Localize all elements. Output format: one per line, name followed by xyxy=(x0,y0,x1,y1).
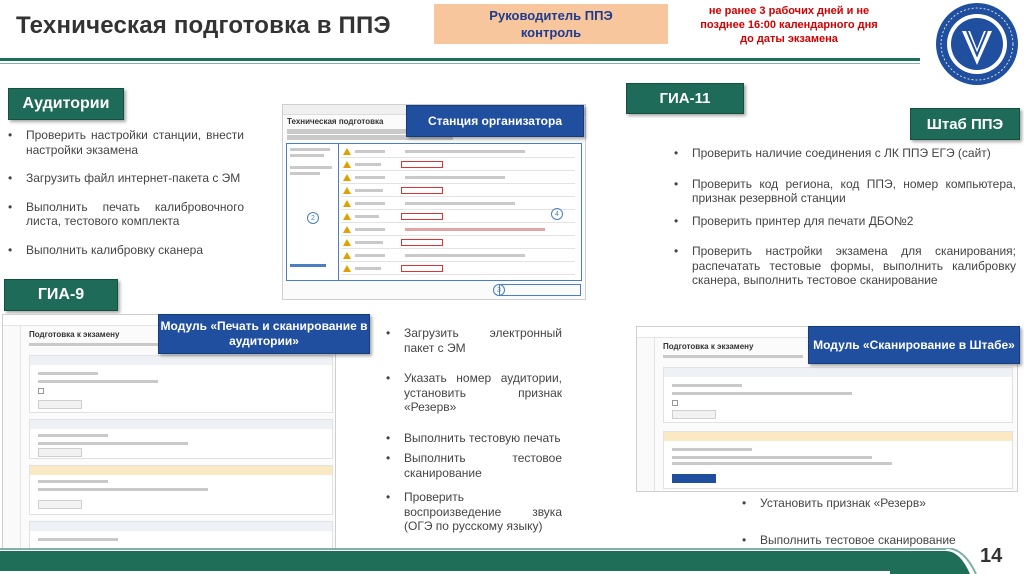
header-divider-thin xyxy=(0,63,920,64)
table-row xyxy=(341,185,575,197)
footer-divider xyxy=(0,548,946,550)
station-left-panel xyxy=(287,144,339,280)
module-sidebar xyxy=(637,338,655,491)
callout-number: 2 xyxy=(307,212,319,224)
table-row xyxy=(341,211,575,223)
role-text: Руководитель ППЭ контроль xyxy=(489,8,613,40)
card-header xyxy=(30,356,332,365)
list-item: • Выполнить тестовую печать xyxy=(384,431,562,446)
caption-print-module: Модуль «Печать и сканирование в аудитории» xyxy=(158,314,370,354)
footer-swoosh-icon xyxy=(890,548,990,574)
card xyxy=(29,355,333,413)
text-line xyxy=(290,154,324,157)
station-footer-buttons xyxy=(499,284,581,296)
caption-station: Станция организатора xyxy=(406,105,584,137)
list-item: • Проверить принтер для печати ДБО№2 xyxy=(672,214,1016,229)
scan-button[interactable] xyxy=(38,500,82,509)
card-header xyxy=(30,522,332,531)
callout-number: 3 xyxy=(493,284,505,296)
list-item: • Установить признак «Резерв» xyxy=(740,496,980,511)
section-label-auditoriums: Аудитории xyxy=(8,88,124,120)
card xyxy=(663,367,1013,423)
list-item: • Загрузить файл интернет-пакета с ЭМ xyxy=(6,171,244,186)
module-sidebar xyxy=(3,326,21,549)
table-row xyxy=(341,146,575,158)
screen-title: Подготовка к экзамену xyxy=(663,342,754,351)
list-item: • Проверить наличие соединения с ЛК ППЭ ЕГЭ (сайт) xyxy=(672,146,1016,161)
list-item: • Загрузить электронный пакет с ЭМ xyxy=(384,326,562,355)
callout-number: 4 xyxy=(551,208,563,220)
card-header xyxy=(664,432,1012,441)
list-item: • Проверить настройки экзамена для сканирования; распечатать тестовые формы, выполнить калибровку сканера, выполнить тестовое сканирование xyxy=(672,244,1016,288)
save-button[interactable] xyxy=(672,410,716,419)
scan-button[interactable] xyxy=(672,474,716,483)
role-box xyxy=(434,4,668,44)
card-header xyxy=(30,420,332,429)
list-item: • Выполнить калибровку сканера xyxy=(6,243,244,258)
list-item: • Проверить воспроизведение звука (ОГЭ по русскому языку) xyxy=(384,490,562,534)
deadline-note: не ранее 3 рабочих дней и не позднее 16:00 календарного дня до даты экзамена xyxy=(700,5,878,45)
page-title: Техническая подготовка в ППЭ xyxy=(16,12,391,39)
card-header xyxy=(664,368,1012,377)
card xyxy=(29,419,333,459)
list-item: • Проверить код региона, код ППЭ, номер компьютера, признак резервной станции xyxy=(672,177,1016,206)
save-button[interactable] xyxy=(38,400,82,409)
gia9-tasks xyxy=(384,326,562,534)
screen-title: Техническая подготовка xyxy=(287,117,384,126)
card xyxy=(663,431,1013,489)
text-line xyxy=(663,355,803,358)
card xyxy=(29,465,333,515)
table-row xyxy=(341,159,575,171)
list-item: • Выполнить печать калибровочного листа, тестового комплекта xyxy=(6,200,244,229)
text-line xyxy=(290,172,320,175)
list-item: • Выполнить тестовое сканирование xyxy=(384,451,562,480)
station-table xyxy=(286,143,582,281)
table-row xyxy=(341,263,575,275)
card xyxy=(29,521,333,550)
text-line xyxy=(290,166,332,169)
table-row xyxy=(341,224,575,236)
section-label-gia11: ГИА-11 xyxy=(626,83,744,114)
print-button[interactable] xyxy=(38,448,82,457)
section-label-gia9: ГИА-9 xyxy=(4,279,118,311)
logo-seal-icon xyxy=(934,1,1020,87)
table-row xyxy=(341,237,575,249)
caption-scan-module: Модуль «Сканирование в Штабе» xyxy=(808,326,1020,364)
table-row xyxy=(341,172,575,184)
list-item: • Выполнить тестовое сканирование xyxy=(740,533,980,548)
table-row xyxy=(341,250,575,262)
footer-bar xyxy=(0,551,946,571)
text-line xyxy=(290,148,330,151)
link-line xyxy=(290,264,326,267)
gia11-tasks xyxy=(672,146,1016,288)
screen-title: Подготовка к экзамену xyxy=(29,330,120,339)
header-divider xyxy=(0,58,920,61)
section-label-staff: Штаб ППЭ xyxy=(910,108,1020,140)
list-item: • Проверить настройки станции, внести настройки экзамена xyxy=(6,128,244,157)
page-number: 14 xyxy=(980,545,1003,567)
staff-tasks xyxy=(740,496,980,547)
list-item: • Указать номер аудитории, установить признак «Резерв» xyxy=(384,371,562,415)
table-row xyxy=(341,198,575,210)
text-line xyxy=(29,343,179,346)
auditorium-tasks xyxy=(6,128,244,257)
card-header xyxy=(30,466,332,475)
